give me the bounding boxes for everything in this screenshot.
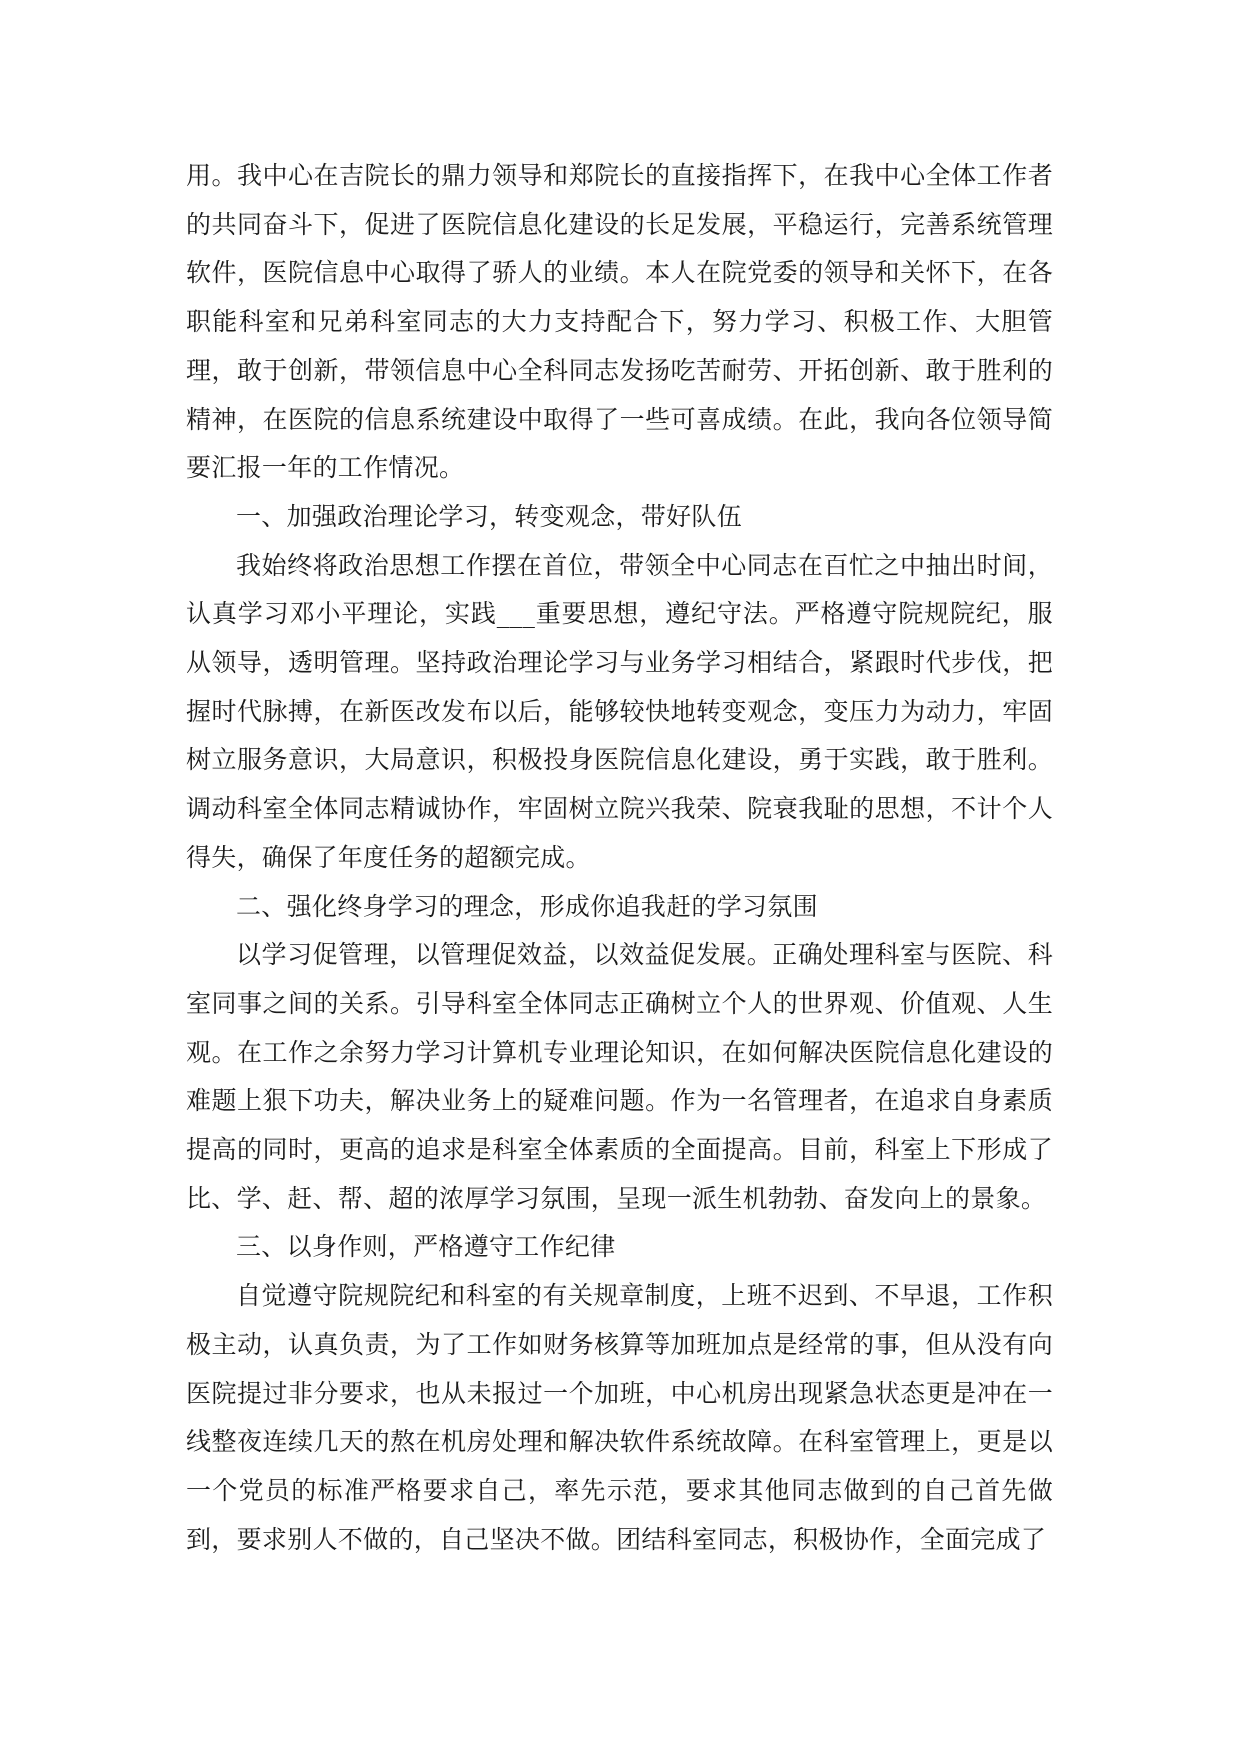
section-heading-3: 三、以身作则，严格遵守工作纪律: [236, 1232, 616, 1262]
section-heading-1: 一、加强政治理论学习，转变观念，带好队伍: [236, 501, 743, 531]
paragraph-work-discipline: 自觉遵守院规院纪和科室的有关规章制度，上班不迟到、不早退，工作积极主动，认真负责，为了工作如财务核算等加班加点是经常的事，但从没有向医院提过非分要求，也从未报过一个加班，中心机房出现紧急状态更是冲在一线整夜连续几天的熬在机房处理和解决软件系统故障。在科室管理上，更是以一个党员的标准严格要求自己，率先示范，要求其他同志做到的自己首先做到，要求别人不做的，自己坚决不做。团结科室同志，积极协作，全面完成了: [186, 1281, 1053, 1554]
section-heading-2: 二、强化终身学习的理念，形成你追我赶的学习氛围: [236, 891, 818, 921]
paragraph-lifelong-learning: 以学习促管理，以管理促效益，以效益促发展。正确处理科室与医院、科室同事之间的关系。引导科室全体同志正确树立个人的世界观、价值观、人生观。在工作之余努力学习计算机专业理论知识，在如何解决医院信息化建设的难题上狠下功夫，解决业务上的疑难问题。作为一名管理者，在追求自身素质提高的同时，更高的追求是科室全体素质的全面提高。目前，科室上下形成了比、学、赶、帮、超的浓厚学习氛围，呈现一派生机勃勃、奋发向上的景象。: [186, 940, 1053, 1213]
paragraph-political-study: 我始终将政治思想工作摆在首位，带领全中心同志在百忙之中抽出时间，认真学习邓小平理论，实践___重要思想，遵纪守法。严格遵守院规院纪，服从领导，透明管理。坚持政治理论学习与业务学习相结合，紧跟时代步伐，把握时代脉搏，在新医改发布以后，能够较快地转变观念，变压力为动力，牢固树立服务意识，大局意识，积极投身医院信息化建设，勇于实践，敢于胜利。调动科室全体同志精诚协作，牢固树立院兴我荣、院衰我耻的思想，不计个人得失，确保了年度任务的超额完成。: [186, 550, 1053, 872]
paragraph-continued: 用。我中心在吉院长的鼎力领导和郑院长的直接指挥下，在我中心全体工作者的共同奋斗下，促进了医院信息化建设的长足发展，平稳运行，完善系统管理软件，医院信息中心取得了骄人的业绩。本人在院党委的领导和关怀下，在各职能科室和兄弟科室同志的大力支持配合下，努力学习、积极工作、大胆管理，敢于创新，带领信息中心全科同志发扬吃苦耐劳、开拓创新、敢于胜利的精神，在医院的信息系统建设中取得了一些可喜成绩。在此，我向各位领导简要汇报一年的工作情况。: [186, 161, 1053, 483]
document-body: [186, 152, 1053, 1564]
